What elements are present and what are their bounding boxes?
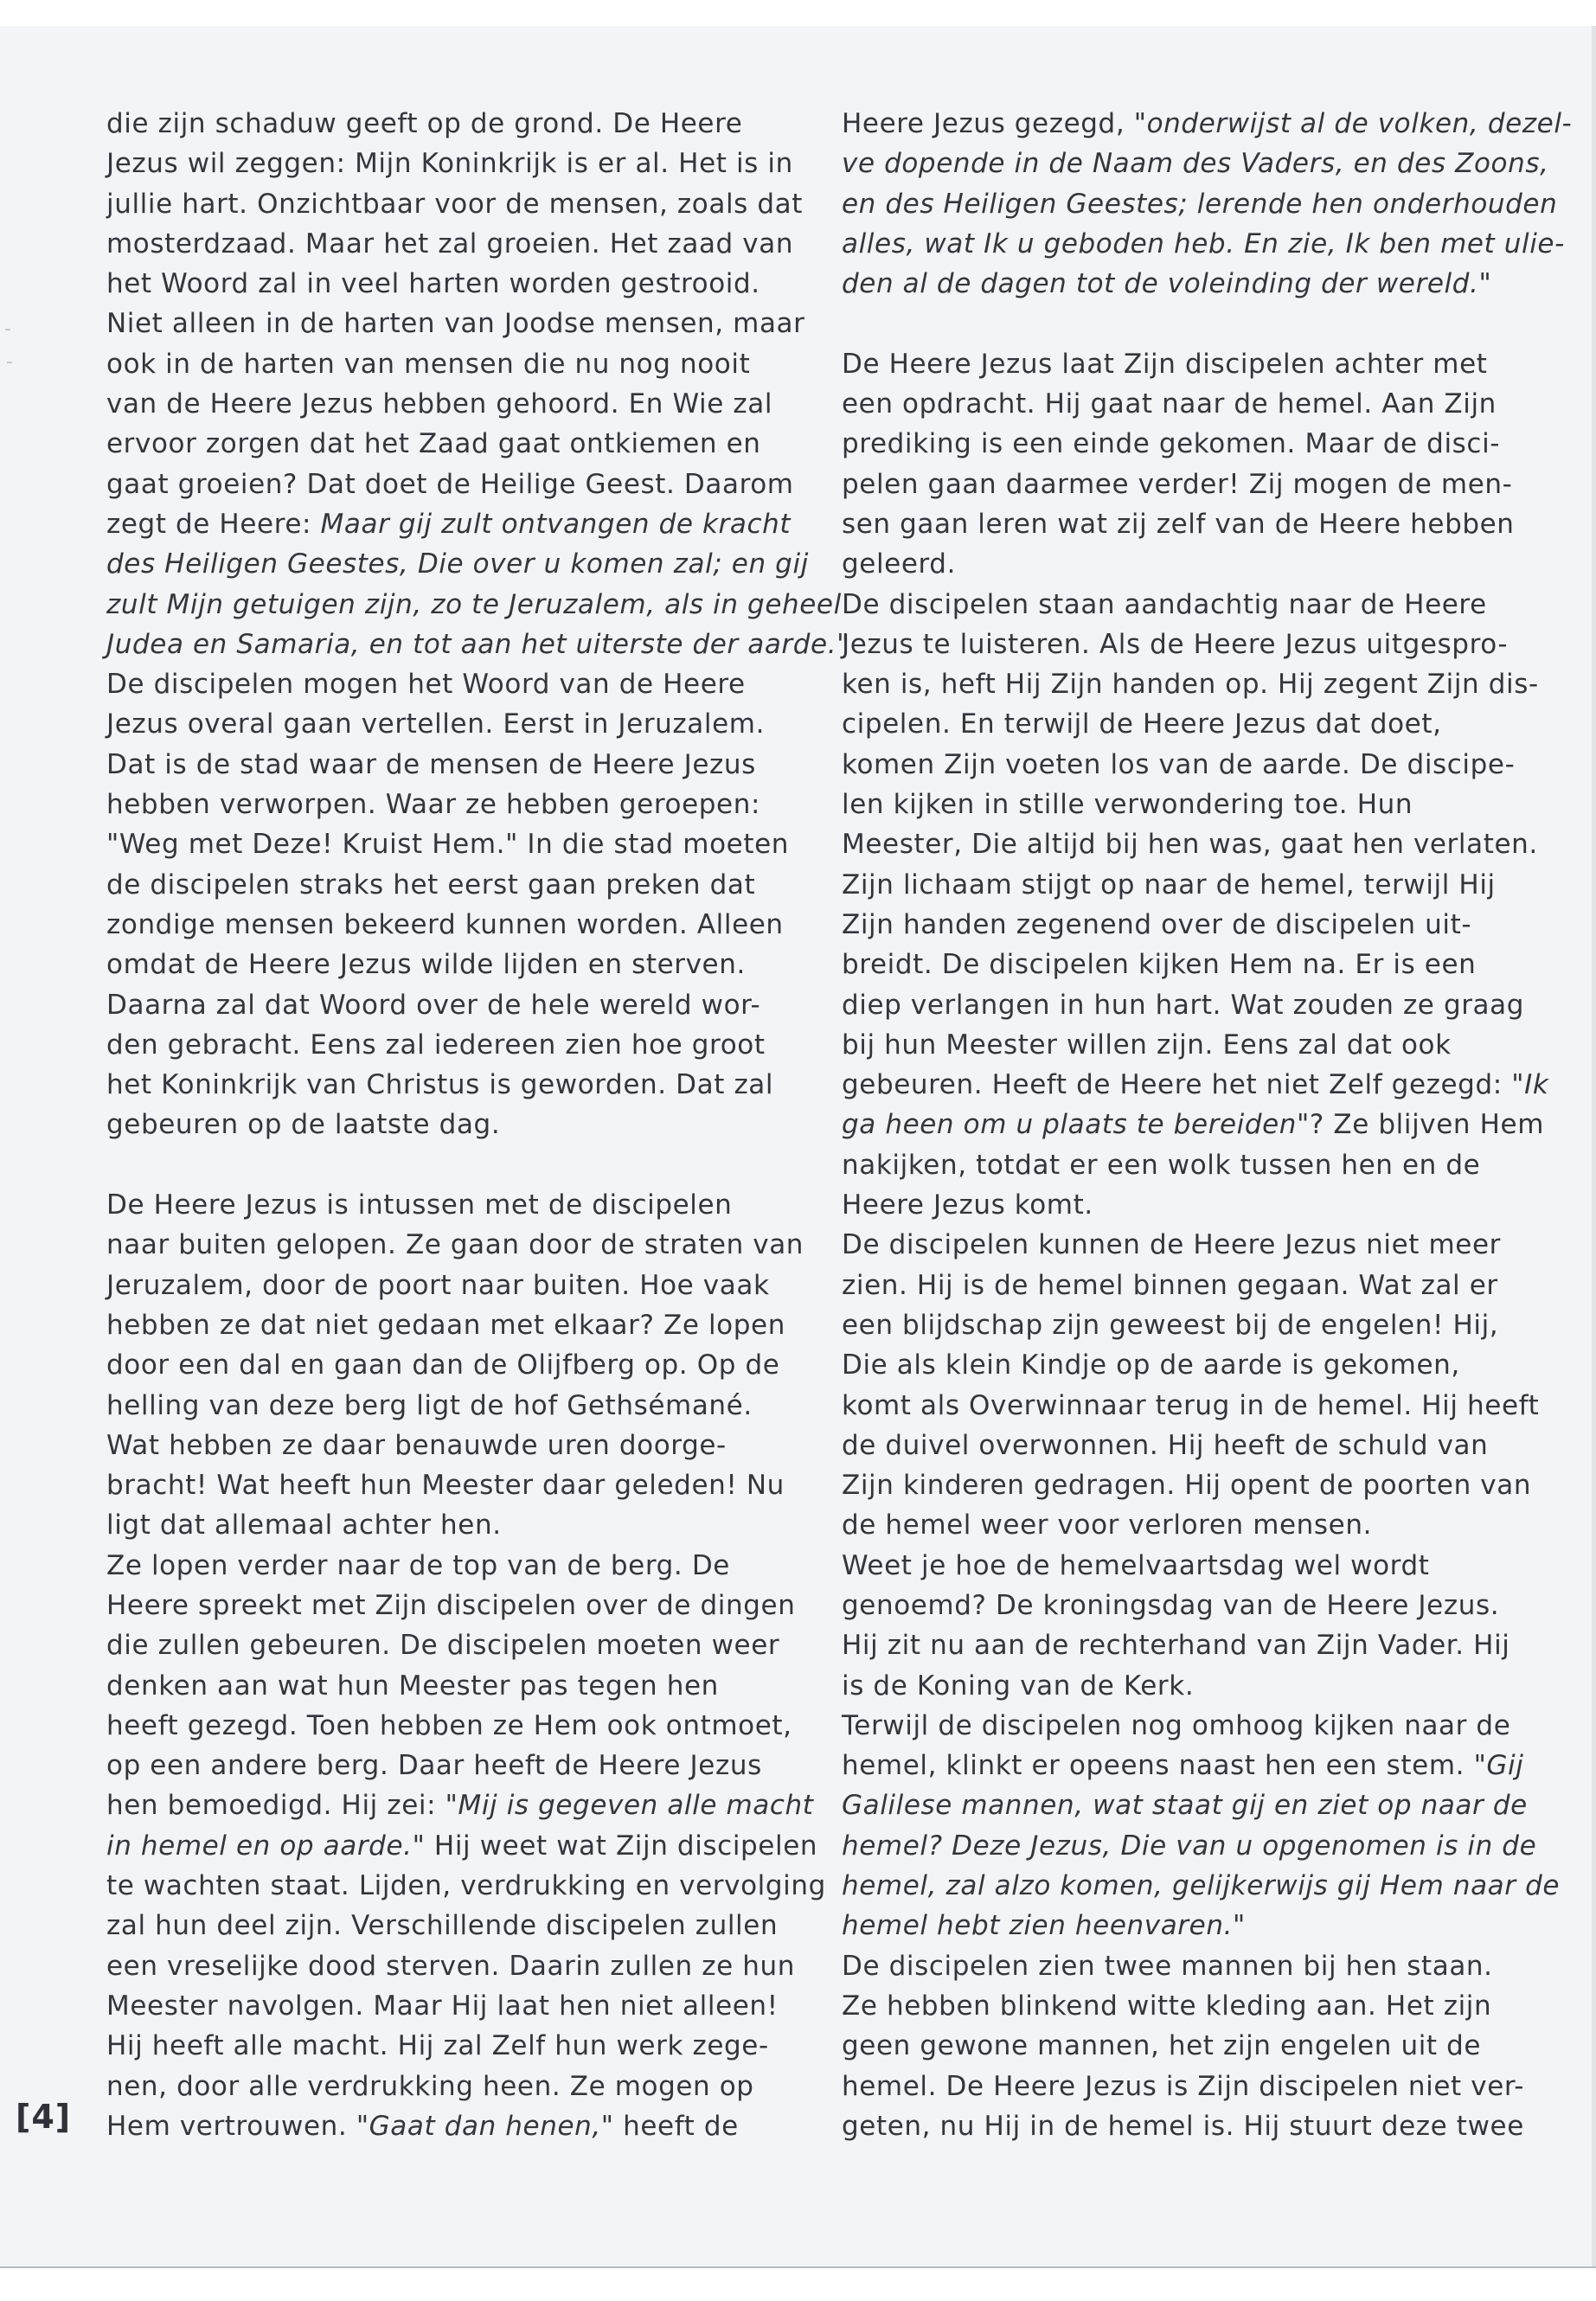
text-line — [842, 1145, 1534, 1185]
italic-quote-segment: "onderwijst al de volken, dezel- — [1133, 108, 1573, 139]
text-line — [842, 1586, 1534, 1625]
text-segment: Zijn handen zegenend over de discipelen uit- — [842, 908, 1472, 940]
text-segment: sen gaan leren wat zij zelf van de Heere hebben — [842, 508, 1515, 540]
text-segment: een blijdschap zijn geweest bij de engelen! Hij, — [842, 1309, 1499, 1341]
text-segment: De discipelen staan aandachtig naar de Heere — [842, 588, 1487, 620]
scan-speck — [7, 362, 12, 363]
text-line — [106, 1586, 798, 1625]
text-segment: Hij heeft alle macht. Hij zal Zelf hun werk zege- — [106, 2030, 769, 2062]
text-segment: Jezus te luisteren. Als de Heere Jezus uitgespro- — [842, 628, 1509, 660]
italic-quote-segment: hemel hebt zien heenvaren." — [842, 1910, 1246, 1942]
text-segment: mosterdzaad. Maar het zal groeien. Het zaad van — [106, 228, 794, 260]
text-segment: Hij weet wat Zijn discipelen — [425, 1830, 818, 1862]
text-segment: Weet je hoe de hemelvaartsdag wel wordt — [842, 1549, 1430, 1581]
italic-quote-segment: "Gij — [1473, 1750, 1524, 1782]
text-line — [842, 1866, 1561, 1906]
text-line — [842, 1746, 1534, 1785]
text-segment: een vreselijke dood sterven. Daarin zullen ze hun — [106, 1950, 795, 1982]
text-line — [106, 104, 798, 144]
text-line — [106, 1826, 818, 1866]
text-segment: ligt dat allemaal achter hen. — [106, 1509, 502, 1541]
text-line — [842, 184, 1558, 224]
italic-quote-segment: ga heen om u plaats te bereiden" — [842, 1109, 1310, 1141]
text-line — [842, 2067, 1534, 2106]
text-segment: diep verlangen in hun hart. Wat zouden ze graag — [842, 989, 1525, 1021]
text-segment: geleerd. — [842, 548, 957, 580]
text-segment: ? Ze blijven Hem — [1309, 1109, 1544, 1141]
text-line — [842, 1785, 1534, 1825]
text-line — [106, 1105, 798, 1144]
text-segment: geten, nu Hij in de hemel is. Hij stuurt deze twee — [842, 2110, 1524, 2142]
text-line — [842, 504, 1534, 544]
text-line — [842, 1706, 1534, 1746]
text-segment: die zijn schaduw geeft op de grond. De Heere — [106, 108, 743, 139]
text-segment: Jezus wil zeggen: Mijn Koninkrijk is er al. Het is in — [106, 148, 793, 180]
text-segment: genoemd? De kroningsdag van de Heere Jezus. — [842, 1589, 1500, 1621]
italic-quote-segment: en des Heiligen Geestes; lerende hen onderhouden — [842, 188, 1558, 220]
text-segment: breidt. De discipelen kijken Hem na. Er is een — [842, 949, 1477, 981]
text-line — [106, 1505, 798, 1545]
text-segment: ook in de harten van mensen die nu nog nooit — [106, 348, 751, 380]
text-segment: omdat de Heere Jezus wilde lijden en sterven. — [106, 949, 746, 981]
text-segment: De discipelen mogen het Woord van de Heere — [106, 669, 746, 701]
text-line — [106, 1666, 798, 1706]
text-line — [842, 1105, 1544, 1144]
text-line — [106, 785, 798, 824]
text-segment: gebeuren. Heeft de Heere het niet Zelf gezegd: — [842, 1069, 1512, 1101]
text-line — [842, 1505, 1534, 1545]
text-line — [106, 1746, 798, 1785]
text-line — [106, 1625, 798, 1665]
text-line — [842, 1225, 1534, 1265]
text-segment: hebben ze dat niet gedaan met elkaar? Ze lopen — [106, 1309, 785, 1341]
text-segment: De Heere Jezus laat Zijn discipelen achter met — [842, 348, 1488, 380]
text-segment: De discipelen zien twee mannen bij hen staan. — [842, 1950, 1493, 1982]
text-segment: nen, door alle verdrukking heen. Ze mogen op — [106, 2070, 754, 2102]
text-line — [106, 1065, 798, 1105]
text-line — [106, 1345, 798, 1385]
text-segment: Meester navolgen. Maar Hij laat hen niet alleen! — [106, 1990, 779, 2022]
italic-quote-segment: alles, wat Ik u geboden heb. En zie, Ik ben met ulie- — [842, 228, 1565, 260]
text-line — [106, 2067, 798, 2106]
text-line — [842, 1426, 1534, 1465]
text-segment: Heere Jezus komt. — [842, 1189, 1093, 1221]
text-line — [106, 144, 798, 183]
right-text-column — [842, 104, 1573, 2146]
italic-quote-segment: "Gaat dan henen," — [356, 2110, 614, 2142]
text-segment: den gebracht. Eens zal iedereen zien hoe groot — [106, 1029, 766, 1061]
text-line — [106, 1546, 798, 1586]
italic-quote-segment: Maar gij zult ontvangen de kracht — [320, 508, 792, 540]
text-segment: De discipelen kunnen de Heere Jezus niet meer — [842, 1229, 1501, 1261]
text-line — [106, 704, 798, 744]
text-line — [842, 1345, 1534, 1385]
text-line — [106, 1785, 814, 1825]
text-line — [842, 1826, 1537, 1866]
text-line — [842, 704, 1534, 744]
text-line — [842, 264, 1534, 304]
text-line — [106, 544, 809, 584]
text-segment: len kijken in stille verwondering toe. Hun — [842, 789, 1413, 821]
text-line — [106, 184, 803, 224]
text-line — [106, 985, 798, 1025]
text-line — [106, 1266, 798, 1305]
text-line — [106, 504, 798, 544]
text-line — [106, 585, 842, 625]
text-segment: zondige mensen bekeerd kunnen worden. Alleen — [106, 908, 784, 940]
text-line — [842, 905, 1534, 945]
text-segment: cipelen. En terwijl de Heere Jezus dat doet, — [842, 708, 1442, 740]
text-segment: denken aan wat hun Meester pas tegen hen — [106, 1670, 719, 1702]
text-segment: zal hun deel zijn. Verschillende discipelen zullen — [106, 1910, 779, 1942]
text-segment: geen gewone mannen, het zijn engelen uit de — [842, 2030, 1482, 2062]
italic-quote-segment: hemel? Deze Jezus, Die van u opgenomen is in de — [842, 1830, 1537, 1862]
text-line — [842, 1305, 1534, 1345]
text-segment: helling van deze berg ligt de hof Gethsémané. — [106, 1389, 753, 1421]
text-line — [842, 745, 1534, 785]
text-segment: de discipelen straks het eerst gaan preken dat — [106, 868, 756, 901]
italic-quote-segment: des Heiligen Geestes, Die over u komen zal; en gij — [106, 548, 809, 580]
text-line — [842, 144, 1549, 183]
text-line — [106, 625, 850, 664]
text-line — [842, 1065, 1549, 1105]
text-segment: ervoor zorgen dat het Zaad gaat ontkiemen en — [106, 428, 761, 460]
text-line — [842, 785, 1534, 824]
text-segment: Zijn lichaam stijgt op naar de hemel, terwijl Hij — [842, 868, 1496, 901]
scan-speck — [5, 329, 10, 330]
text-line — [106, 264, 798, 304]
text-segment: Die als klein Kindje op de aarde is gekomen, — [842, 1349, 1460, 1381]
text-line — [106, 1145, 798, 1185]
text-line — [106, 384, 798, 424]
text-line — [842, 344, 1534, 384]
text-line — [106, 824, 798, 864]
text-segment: Heere Jezus gezegd, — [842, 108, 1134, 139]
text-line — [842, 585, 1534, 625]
italic-quote-segment: "Ik — [1511, 1069, 1549, 1101]
text-line — [842, 544, 1534, 584]
text-segment: De Heere Jezus is intussen met de discipelen — [106, 1189, 733, 1221]
italic-quote-segment: Galilese mannen, wat staat gij en ziet op naar de — [842, 1790, 1528, 1822]
text-segment: Meester, Die altijd bij hen was, gaat hen verlaten. — [842, 829, 1538, 861]
text-line — [106, 1305, 798, 1345]
text-segment: hemel. De Heere Jezus is Zijn discipelen niet ver- — [842, 2070, 1525, 2102]
text-line — [842, 1465, 1534, 1505]
text-line — [106, 224, 798, 264]
text-segment: komt als Overwinnaar terug in de hemel. Hij heeft — [842, 1389, 1540, 1421]
text-line — [842, 1666, 1534, 1706]
text-segment: Heere spreekt met Zijn discipelen over de dingen — [106, 1589, 796, 1621]
text-line — [842, 1625, 1534, 1665]
text-line — [842, 1946, 1534, 1986]
text-segment: heeft gezegd. Toen hebben ze Hem ook ontmoet, — [106, 1709, 792, 1741]
text-line — [842, 304, 1534, 343]
text-line — [842, 664, 1539, 704]
text-segment: Niet alleen in de harten van Joodse mensen, maar — [106, 308, 805, 340]
text-segment: gaat groeien? Dat doet de Heilige Geest. Daarom — [106, 468, 794, 500]
text-segment: is de Koning van de Kerk. — [842, 1670, 1195, 1702]
text-segment: Zijn kinderen gedragen. Hij opent de poorten van — [842, 1470, 1532, 1502]
text-segment: Jeruzalem, door de poort naar buiten. Hoe vaak — [106, 1269, 770, 1301]
text-line — [106, 344, 798, 384]
text-line — [842, 2026, 1534, 2066]
text-line — [106, 945, 798, 984]
text-segment: nakijken, totdat er een wolk tussen hen en de — [842, 1149, 1481, 1181]
page-edge — [1592, 26, 1596, 2266]
text-segment: hebben verworpen. Waar ze hebben geroepen: — [106, 789, 760, 821]
text-line — [842, 1185, 1534, 1225]
text-segment: op een andere berg. Daar heeft de Heere Jezus — [106, 1750, 762, 1782]
text-segment: prediking is een einde gekomen. Maar de disci- — [842, 428, 1501, 460]
text-line — [106, 865, 798, 905]
text-segment: het Koninkrijk van Christus is geworden. Dat zal — [106, 1069, 774, 1101]
text-line — [842, 985, 1534, 1025]
text-segment: bracht! Wat heeft hun Meester daar geleden! Nu — [106, 1470, 785, 1502]
text-segment: de hemel weer voor verloren mensen. — [842, 1509, 1373, 1541]
italic-quote-segment: zult Mijn getuigen zijn, zo te Jeruzalem, als in geheel — [106, 588, 842, 620]
text-segment: zien. Hij is de hemel binnen gegaan. Wat zal er — [842, 1269, 1498, 1301]
text-segment: Hem vertrouwen. — [106, 2110, 356, 2142]
text-line — [106, 1706, 798, 1746]
text-segment: hemel, klinkt er opeens naast hen een stem. — [842, 1750, 1474, 1782]
text-segment: jullie hart. Onzichtbaar voor de mensen, zoals dat — [106, 188, 803, 220]
text-segment: een opdracht. Hij gaat naar de hemel. Aan Zijn — [842, 388, 1497, 420]
text-segment: Jezus overal gaan vertellen. Eerst in Jeruzalem. — [106, 708, 766, 740]
text-line — [842, 2106, 1534, 2146]
text-segment: Dat is de stad waar de mensen de Heere Jezus — [106, 748, 756, 780]
italic-quote-segment: Judea en Samaria, en tot aan het uiterste der aarde." — [106, 628, 850, 660]
text-line — [106, 1946, 798, 1986]
text-segment: van de Heere Jezus hebben gehoord. En Wie zal — [106, 388, 773, 420]
text-line — [842, 1906, 1534, 1945]
text-line — [842, 1386, 1540, 1426]
text-line — [842, 384, 1534, 424]
text-line — [842, 945, 1534, 984]
text-line — [106, 1866, 826, 1906]
text-line — [842, 1025, 1534, 1065]
text-segment: ken is, heft Hij Zijn handen op. Hij zegent Zijn dis- — [842, 669, 1539, 701]
text-segment: Daarna zal dat Woord over de hele wereld wor- — [106, 989, 761, 1021]
text-segment: zegt de Heere: — [106, 508, 321, 540]
text-segment: Hij zit nu aan de rechterhand van Zijn Vader. Hij — [842, 1630, 1510, 1662]
text-line — [842, 865, 1534, 905]
text-segment: komen Zijn voeten los van de aarde. De discipe- — [842, 748, 1516, 780]
text-line — [842, 824, 1538, 864]
text-segment: Terwijl de discipelen nog omhoog kijken naar de — [842, 1709, 1511, 1741]
text-line — [106, 465, 798, 504]
italic-quote-segment: hemel, zal alzo komen, gelijkerwijs gij Hem naar de — [842, 1870, 1561, 1902]
text-segment: die zullen gebeuren. De discipelen moeten weer — [106, 1630, 780, 1662]
text-line — [106, 664, 798, 704]
text-line — [106, 1426, 798, 1465]
text-line — [106, 1986, 798, 2026]
text-line — [106, 424, 798, 464]
text-segment: door een dal en gaan dan de Olijfberg op. Op de — [106, 1349, 780, 1381]
text-line — [106, 1185, 798, 1225]
text-line — [842, 104, 1573, 144]
text-line — [106, 1225, 804, 1265]
text-line — [106, 1906, 798, 1945]
text-line — [842, 1546, 1534, 1586]
text-line — [842, 465, 1534, 504]
text-segment: Ze hebben blinkend witte kleding aan. Het zijn — [842, 1990, 1492, 2022]
italic-quote-segment: ve dopende in de Naam des Vaders, en des Zoons, — [842, 148, 1549, 180]
text-segment: heeft de — [613, 2110, 739, 2142]
italic-quote-segment: den al de dagen tot de voleinding der wereld." — [842, 268, 1492, 300]
page-number: [4] — [16, 2098, 72, 2136]
text-line — [106, 1386, 798, 1426]
text-segment: Ze lopen verder naar de top van de berg. De — [106, 1549, 730, 1581]
text-line — [106, 1025, 798, 1065]
text-segment: Wat hebben ze daar benauwde uren doorge- — [106, 1429, 727, 1461]
left-text-column — [106, 104, 850, 2146]
text-line — [842, 1266, 1534, 1305]
text-segment: hen bemoedigd. Hij zei: — [106, 1790, 445, 1822]
text-segment: de duivel overwonnen. Hij heeft de schuld van — [842, 1429, 1489, 1461]
text-segment: gebeuren op de laatste dag. — [106, 1109, 501, 1141]
text-line — [106, 2026, 798, 2066]
bottom-margin — [0, 2266, 1596, 2301]
text-segment: te wachten staat. Lijden, verdrukking en vervolging — [106, 1870, 826, 1902]
text-line — [842, 224, 1565, 264]
text-line — [106, 1465, 798, 1505]
text-line — [106, 2106, 798, 2146]
text-line — [106, 905, 798, 945]
bottom-rule — [0, 2266, 1596, 2268]
italic-quote-segment: "Mij is gegeven alle macht — [445, 1790, 814, 1822]
text-segment: "Weg met Deze! Kruist Hem." In die stad moeten — [106, 829, 789, 861]
text-line — [842, 625, 1534, 664]
text-line — [106, 745, 798, 785]
italic-quote-segment: in hemel en op aarde." — [106, 1830, 426, 1862]
text-segment: pelen gaan daarmee verder! Zij mogen de men- — [842, 468, 1513, 500]
text-segment: naar buiten gelopen. Ze gaan door de straten van — [106, 1229, 804, 1261]
text-segment: bij hun Meester willen zijn. Eens zal dat ook — [842, 1029, 1452, 1061]
text-segment: het Woord zal in veel harten worden gestrooid. — [106, 268, 760, 300]
text-line — [842, 1986, 1534, 2026]
text-line — [842, 424, 1534, 464]
text-line — [106, 304, 805, 343]
